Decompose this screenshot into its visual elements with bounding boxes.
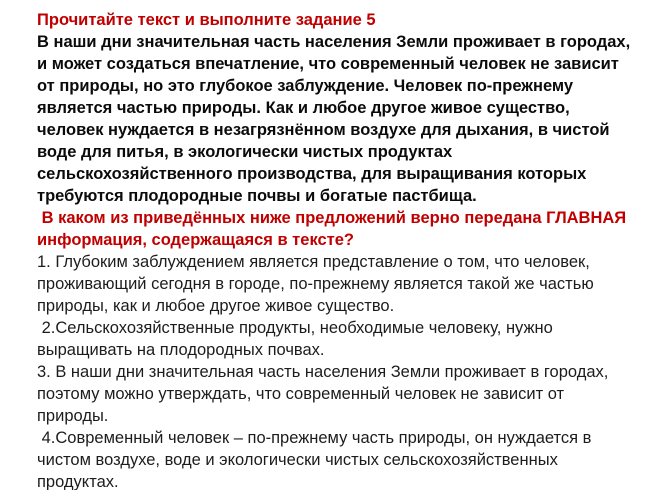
- answer-option-4: 4.Современный человек – по-прежнему часть природы, он нуждается в чистом воздухе, воде и экологически чистых сельскохозяйственных продуктах.: [37, 429, 597, 490]
- task-heading: Прочитайте текст и выполните задание 5: [37, 11, 376, 29]
- answer-option-3: 3. В наши дни значительная часть населения Земли проживает в городах, поэтому можно утверждать, что современный человек не зависит от природы.: [37, 363, 613, 425]
- question-text: В каком из приведённых ниже предложений верно передана ГЛАВНАЯ информация, содержащаяся в тексте?: [37, 209, 631, 249]
- passage-text: В наши дни значительная часть населения Земли проживает в городах, и может создаться впечатление, что современный человек не зависит от природы, но это глубокое заблуждение. Человек по-прежнему является частью природы. Как и любое другое живое существо, человек нуждается в незагрязнённом воздухе для дыхания, в чистой воде для питья, в экологически чистых продуктах сельскохозяйственного производства, для выращивания которых требуются плодородные почвы и богатые пастбища.: [37, 33, 635, 205]
- answer-option-2: 2.Сельскохозяйственные продукты, необходимые человеку, нужно выращивать на плодородных почвах.: [37, 319, 558, 359]
- answer-option-1: 1. Глубоким заблуждением является представление о том, что человек, проживающий сегодня в городе, по-прежнему является такой же частью природы, как и любое другое живое существо.: [37, 253, 599, 315]
